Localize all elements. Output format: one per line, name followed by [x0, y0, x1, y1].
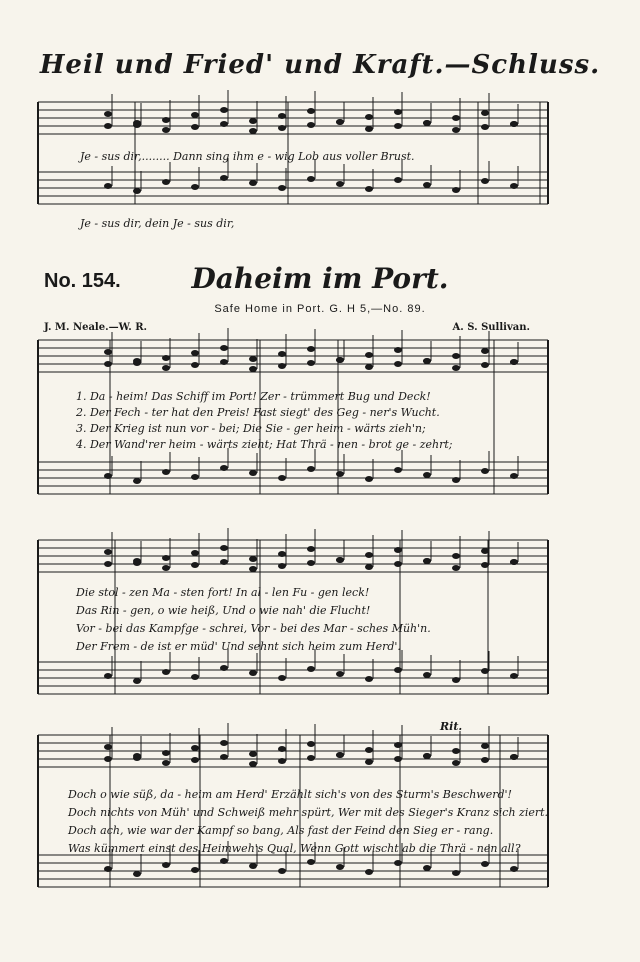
- verse-line: Das Rin - gen, o wie heiß, Und o wie nah' die Flucht!: [76, 604, 371, 617]
- verse-line: Der Frem - de ist er müd' Und sehnt sich heim zum Herd'.: [76, 640, 401, 653]
- verse-line: 3. Der Krieg ist nun vor - bei; Die Sie - ger heim - wärts zieh'n;: [76, 422, 426, 435]
- top-lyric-line-1: Je - sus dir,........ Dann sing ihm e - wig Lob aus voller Brust.: [80, 150, 415, 163]
- author-credit: J. M. Neale.—W. R.: [44, 322, 148, 333]
- verse-line: Vor - bei das Kampfge - schrei, Vor - bei des Mar - sches Müh'n.: [76, 622, 431, 635]
- verse-line: Doch o wie süß, da - heim am Herd' Erzählt sich's von des Sturm's Beschwerd'!: [68, 788, 512, 801]
- top-lyric-line-2: Je - sus dir, dein Je - sus dir,: [80, 217, 235, 230]
- ritardando-marking: Rit.: [440, 720, 463, 733]
- verse-line: 1. Da - heim! Das Schiff im Port! Zer - trümmert Bug und Deck!: [76, 390, 431, 403]
- continued-hymn-title: Heil und Fried' und Kraft.—Schluss.: [39, 50, 601, 80]
- verse-line: Die stol - zen Ma - sten fort! In al - len Fu - gen leck!: [76, 586, 370, 599]
- hymn-subtitle: Safe Home in Port. G. H 5,—No. 89.: [214, 303, 426, 315]
- verse-line: 2. Der Fech - ter hat den Preis! Fast siegt' des Geg - ner's Wucht.: [76, 406, 440, 419]
- hymn-number: No. 154.: [44, 270, 121, 292]
- hymn-title: Daheim im Port.: [191, 262, 449, 295]
- composer-credit: A. S. Sullivan.: [452, 322, 530, 333]
- verse-line: Doch nichts von Müh' und Schweiß mehr spürt, Wer mit des Sieger's Kranz sich ziert.: [68, 806, 549, 819]
- verse-line: Was kümmert einst des Heimweh's Qual, Wenn Gott wischt ab die Thrä - nen all?: [68, 842, 521, 855]
- verse-line: Doch ach, wie war der Kampf so bang, Als fast der Feind den Sieg er - rang.: [68, 824, 494, 837]
- verse-line: 4. Der Wand'rer heim - wärts zieht; Hat Thrä - nen - brot ge - zehrt;: [76, 438, 453, 451]
